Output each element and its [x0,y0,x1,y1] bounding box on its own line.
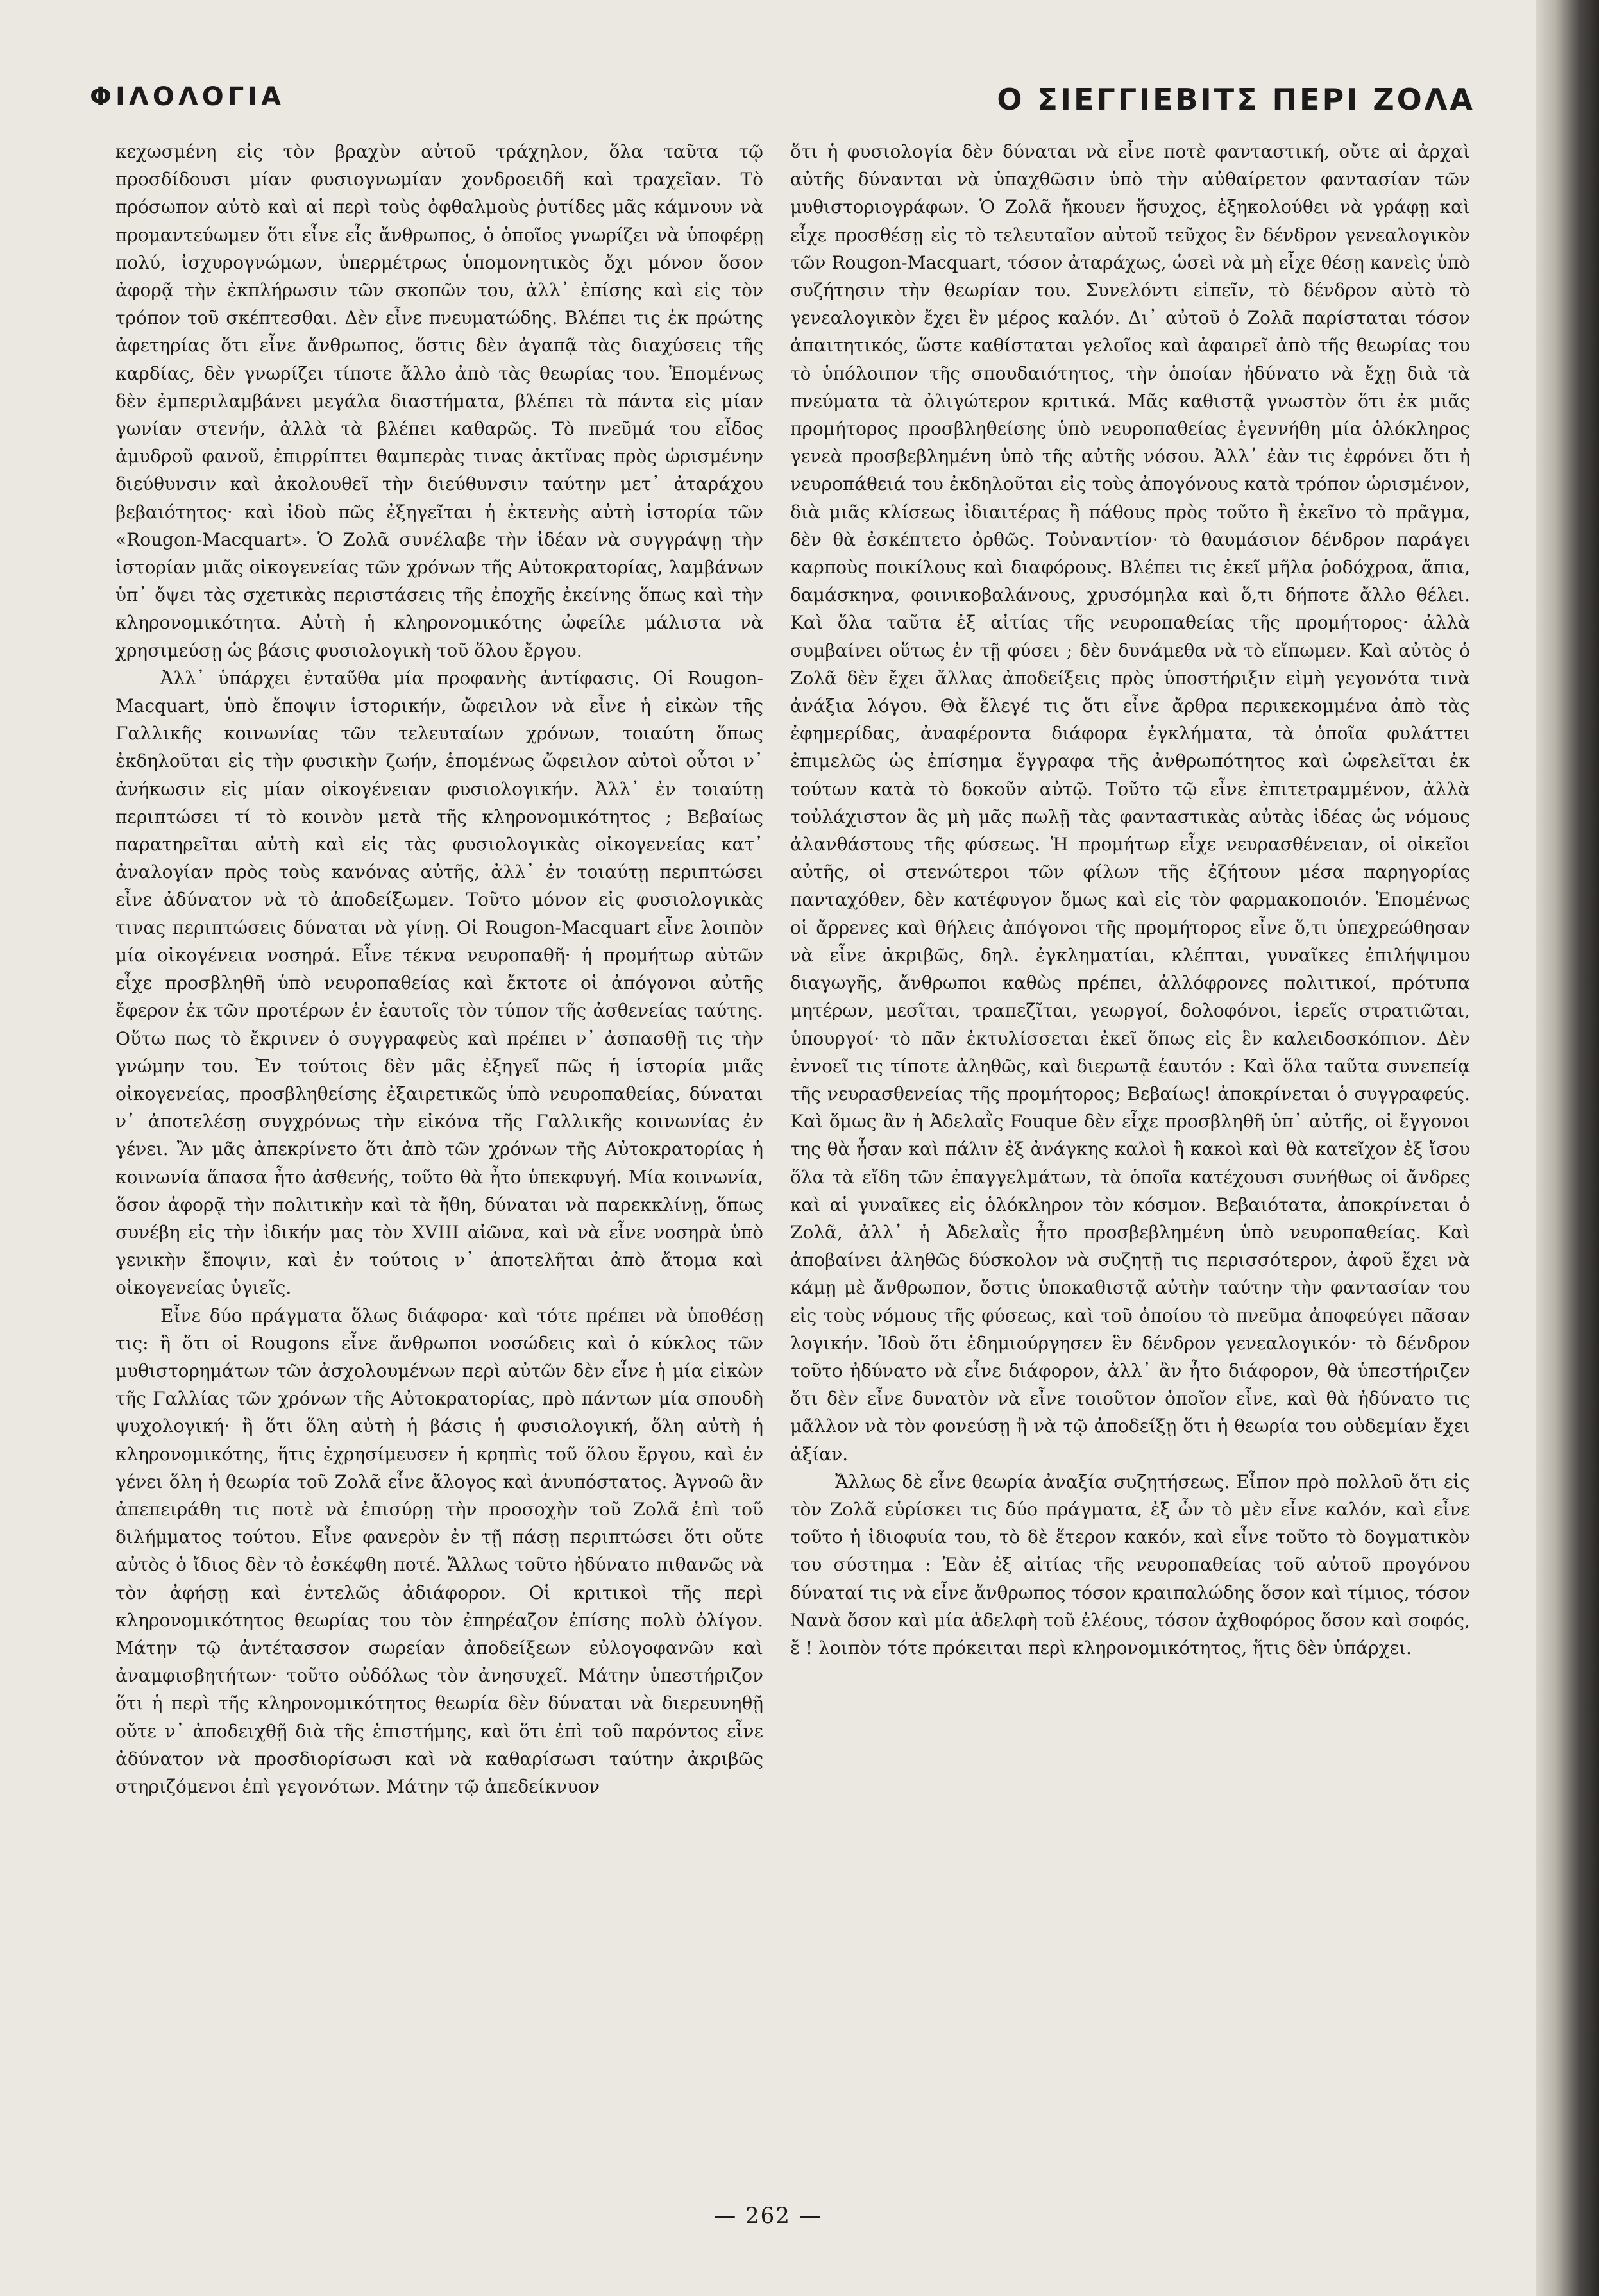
book-binding-shadow [1536,0,1599,2296]
running-header [90,82,1475,133]
paragraph: Ἀλλ᾽ ὑπάρχει ἐνταῦθα μία προφανὴς ἀντίφασις. Οἱ Rougon-Macquart, ὑπὸ ἔποψιν ἱστορικήν, ὤφειλον νὰ εἶνε ἡ εἰκὼν τῆς Γαλλικῆς κοινωνίας τῶν τελευταίων χρόνων, τοιαύτη ὅπως ἐκδηλοῦται εἰς τὴν φυσικὴν ζωήν, ἑπομένως ὤφειλον αὐτοὶ οὗτοι ν᾽ ἀνήκωσιν εἰς μίαν οἰκογένειαν φυσιολογικήν. Ἀλλ᾽ ἐν τοιαύτῃ περιπτώσει τί τὸ κοινὸν μετὰ τῆς κληρονομικότητος ; Βεβαίως παρατηρεῖται αὐτὴ καὶ εἰς τὰς φυσιολογικὰς οἰκογενείας κατ᾽ ἀναλογίαν πρὸς τοὺς κανόνας αὐτῆς, ἀλλ᾽ ἐν τοιαύτῃ περιπτώσει εἶνε ἀδύνατον νὰ τὸ ἀποδείξωμεν. Τοῦτο μόνον εἰς φυσιολογικὰς τινας περιπτώσεις δύναται νὰ γίνῃ. Οἱ Rougon-Macquart εἶνε λοιπὸν μία οἰκογένεια νοσηρά. Εἶνε τέκνα νευροπαθῆ· ἡ προμήτωρ αὐτῶν εἶχε προσβληθῆ ὑπὸ νευροπαθείας καὶ ἔκτοτε οἱ ἀπόγονοι αὐτῆς ἔφερον ἐκ τῶν προτέρων ἐν ἑαυτοῖς τὸν τύπον τῆς ἀσθενείας ταύτης. Οὕτω πως τὸ ἔκρινεν ὁ συγγραφεὺς καὶ πρέπει ν᾽ ἀσπασθῇ τις τὴν γνώμην του. Ἐν τούτοις δὲν μᾶς ἐξηγεῖ πῶς ἡ ἱστορία μιᾶς οἰκογενείας, προσβληθείσης ἐξαιρετικῶς ὑπὸ νευροπαθείας, δύναται ν᾽ ἀποτελέσῃ συγχρόνως τὴν εἰκόνα τῆς Γαλλικῆς κοινωνίας ἐν γένει. Ἂν μᾶς ἀπεκρίνετο ὅτι ἀπὸ τῶν χρόνων τῆς Αὐτοκρατορίας ἡ κοινωνία ἅπασα ἦτο ἀσθενής, τοῦτο θὰ ἦτο ὑπεκφυγή. Μία κοινωνία, ὅσον ἀφορᾷ τὴν πολιτικὴν καὶ τὰ ἤθη, δύναται νὰ παρεκκλίνῃ, ὅπως συνέβη εἰς τὴν ἰδικήν μας τὸν XVIII αἰῶνα, καὶ νὰ εἶνε νοσηρὰ ὑπὸ γενικὴν ἔποψιν, καὶ ἐν τούτοις ν᾽ ἀποτελῆται ἀπὸ ἄτομα καὶ οἰκογενείας ὑγιεῖς. [115,667,763,1299]
right-column [790,138,1470,1662]
paragraph: κεχωσμένη εἰς τὸν βραχὺν αὐτοῦ τράχηλον, ὅλα ταῦτα τῷ προσδίδουσι μίαν φυσιογνωμίαν χονδροειδῆ καὶ τραχεῖαν. Τὸ πρόσωπον αὐτὸ καὶ αἱ περὶ τοὺς ὀφθαλμοὺς ῥυτίδες μᾶς κάμνουν νὰ προμαντεύωμεν ὅτι εἶνε εἷς ἄνθρωπος, ὁ ὁποῖος γνωρίζει νὰ ὑποφέρῃ πολύ, ἰσχυρογνώμων, ὑπερμέτρως ὑπομονητικὸς ὄχι μόνον ὅσον ἀφορᾷ τὴν ἐκπλήρωσιν τῶν σκοπῶν του, ἀλλ᾽ ἐπίσης καὶ εἰς τὸν τρόπον τοῦ σκέπτεσθαι. Δὲν εἶνε πνευματώδης. Βλέπει τις ἐκ πρώτης ἀφετηρίας ὅτι εἶνε ἄνθρωπος, ὅστις δὲν ἀγαπᾷ τὰς διαχύσεις τῆς καρδίας, δὲν γνωρίζει τίποτε ἄλλο ἀπὸ τὰς θεωρίας του. Ἑπομένως δὲν ἐμπεριλαμβάνει μεγάλα διαστήματα, βλέπει τὰ πάντα εἰς μίαν γωνίαν στενήν, ἀλλὰ τὰ βλέπει καθαρῶς. Τὸ πνεῦμά του εἶδος ἀμυδροῦ φανοῦ, ἐπιρρίπτει θαμπερὰς τινας ἀκτῖνας πρὸς ὡρισμένην διεύθυνσιν καὶ ἀκολουθεῖ τὴν διεύθυνσιν ταύτην μετ᾽ ἀταράχου βεβαιότητος· καὶ ἰδοὺ πῶς ἐξηγεῖται ἡ ἐκτενὴς αὐτὴ ἱστορία τῶν «Rougon-Macquart». Ὁ Ζολᾶ συνέλαβε τὴν ἰδέαν νὰ συγγράψῃ τὴν ἱστορίαν μιᾶς οἰκογενείας τῶν χρόνων τῆς Αὐτοκρατορίας, λαμβάνων ὑπ᾽ ὄψει τὰς σχετικὰς περιστάσεις τῆς ἐποχῆς ἐκείνης ὅπως καὶ τὴν κληρονομικότητα. Αὐτὴ ἡ κληρονομικότης ὠφείλε μάλιστα νὰ χρησιμεύσῃ ὡς βάσις φυσιολογικὴ τοῦ ὅλου ἔργου. [115,141,763,661]
paragraph: Εἶνε δύο πράγματα ὅλως διάφορα· καὶ τότε πρέπει νὰ ὑποθέσῃ τις: ἢ ὅτι οἱ Rougons εἶνε ἄνθρωποι νοσώδεις καὶ ὁ κύκλος τῶν μυθιστορημάτων τῶν ἀσχολουμένων περὶ αὐτῶν δὲν εἶνε ἡ μία εἰκὼν τῆς Γαλλίας τῶν χρόνων τῆς Αὐτοκρατορίας, πρὸ πάντων μία σπουδὴ ψυχολογική· ἢ ὅτι ὅλη αὐτὴ ἡ βάσις ἡ φυσιολογική, ὅλη αὐτὴ ἡ κληρονομικότης, ἥτις ἐχρησίμευσεν ἡ κρηπὶς τοῦ ὅλου ἔργου, καὶ ἐν γένει ὅλη ἡ θεωρία τοῦ Ζολᾶ εἶνε ἄλογος καὶ ἀνυπόστατος. Ἀγνοῶ ἂν ἀπεπειράθη τις ποτὲ νὰ ἐπισύρῃ τὴν προσοχὴν τοῦ Ζολᾶ ἐπὶ τοῦ διλήμματος τούτου. Εἶνε φανερὸν ἐν τῇ πάσῃ περιπτώσει ὅτι οὔτε αὐτὸς ὁ ἴδιος δὲν τὸ ἐσκέφθη ποτέ. Ἄλλως τοῦτο ἠδύνατο πιθανῶς νὰ τὸν ἀφήσῃ καὶ ἐντελῶς ἀδιάφορον. Οἱ κριτικοὶ τῆς περὶ κληρονομικότητος θεωρίας του τὸν ἐπηρέαζον ἐπίσης πολὺ ὀλίγον. Μάτην τῷ ἀντέτασσον σωρείαν ἀποδείξεων εὐλογοφανῶν καὶ ἀναμφισβητήτων· τοῦτο οὐδόλως τὸν ἀνησυχεῖ. Μάτην ὑπεστήριζον ὅτι ἡ περὶ τῆς κληρονομικότητος θεωρία δὲν δύναται νὰ διερευνηθῇ οὔτε ν᾽ ἀποδειχθῇ διὰ τῆς ἐπιστήμης, καὶ ὅτι ἐπὶ τοῦ παρόντος εἶνε ἀδύνατον νὰ προσδιορίσωσι καὶ νὰ καθαρίσωσι ταύτην ἀκριβῶς στηριζόμενοι ἐπὶ γεγονότων. Μάτην τῷ ἀπεδείκνυον [115,1304,763,1797]
page-number: — 262 — [714,2203,822,2229]
header-article-title: Ο ΣΙΕΓΓΙΕΒΙΤΣ ΠΕΡΙ ΖΟΛΑ [997,82,1475,117]
header-section-title: ΦΙΛΟΛΟΓΙΑ [90,82,285,112]
paragraph: Ἄλλως δὲ εἶνε θεωρία ἀναξία συζητήσεως. Εἶπον πρὸ πολλοῦ ὅτι εἰς τὸν Ζολᾶ εὑρίσκει τις δύο πράγματα, ἐξ ὧν τὸ μὲν εἶνε καλόν, καὶ εἶνε τοῦτο ἡ ἰδιοφυία του, τὸ δὲ ἕτερον κακόν, καὶ εἶνε τοῦτο τὸ δογματικὸν του σύστημα : Ἐὰν ἐξ αἰτίας τῆς νευροπαθείας τοῦ αὐτοῦ προγόνου δύναταί τις νὰ εἶνε ἄνθρωπος τόσον κραιπαλώδης ὅσον καὶ τίμιος, τόσον Νανὰ ὅσον καὶ μία ἀδελφὴ τοῦ ἐλέους, τόσον ἀχθοφόρος ὅσον καὶ σοφός, ἔ ! λοιπὸν τότε πρόκειται περὶ κληρονομικότητος, ἥτις δὲν ὑπάρχει. [790,1471,1470,1659]
paragraph: ὅτι ἡ φυσιολογία δὲν δύναται νὰ εἶνε ποτὲ φανταστική, οὔτε αἱ ἀρχαὶ αὐτῆς δύνανται νὰ ὑπαχθῶσιν ὑπὸ τὴν αὐθαίρετον φαντασίαν τῶν μυθιστοριογράφων. Ὁ Ζολᾶ ἤκουεν ἥσυχος, ἐξηκολούθει νὰ γράφῃ καὶ εἶχε προσθέσῃ εἰς τὸ τελευταῖον αὐτοῦ τεῦχος ἓν δένδρον γενεαλογικὸν τῶν Rougon-Macquart, τόσον ἀταράχως, ὡσεὶ νὰ μὴ εἶχε θέσῃ κανεὶς ὑπὸ συζήτησιν τὴν θεωρίαν του. Συνελόντι εἰπεῖν, τὸ δένδρον αὐτὸ τὸ γενεαλογικὸν ἔχει ἓν μέρος καλόν. Δι᾽ αὐτοῦ ὁ Ζολᾶ παρίσταται τόσον ἀπαιτητικός, ὥστε καθίσταται γελοῖος καὶ ἀφαιρεῖ ἀπὸ τῆς θεωρίας του τὸ ὑπόλοιπον τῆς σπουδαιότητος, τὴν ὁποίαν ἠδύνατο νὰ ἔχῃ διὰ τὰ πνεύματα τὰ ὀλιγώτερον κριτικά. Μᾶς καθιστᾷ γνωστὸν ὅτι ἐκ μιᾶς προμήτορος προσβληθείσης ὑπὸ νευροπαθείας ἐγεννήθη μία ὁλόκληρος γενεὰ προσβεβλημένη ὑπὸ τῆς αὐτῆς νόσου. Ἀλλ᾽ ἐὰν τις ἐφρόνει ὅτι ἡ νευροπάθειά του ἐκδηλοῦται εἰς τοὺς ἀπογόνους κατὰ τρόπον ὡρισμένον, διὰ μιᾶς κλίσεως ἰδιαιτέρας ἢ πάθους πρὸς τοῦτο ἢ ἐκεῖνο τὸ πρᾶγμα, δὲν θὰ ἐσκέπτετο ὀρθῶς. Τοὐναντίον· τὸ θαυμάσιον δένδρον παράγει καρποὺς ποικίλους καὶ διαφόρους. Βλέπει τις ἐκεῖ μῆλα ῥοδόχροα, ἄπια, δαμάσκηνα, φοινικοβαλάνους, χρυσόμηλα καὶ ὅ,τι δήποτε ἄλλο θέλει. Καὶ ὅλα ταῦτα ἐξ αἰτίας τῆς νευροπαθείας τῆς προμήτορος· ἀλλὰ συμβαίνει οὕτως ἐν τῇ φύσει ; δὲν δυνάμεθα νὰ τὸ εἴπωμεν. Καὶ αὐτὸς ὁ Ζολᾶ δὲν ἔχει ἄλλας ἀποδείξεις πρὸς ὑποστήριξιν εἰμὴ γεγονότα τινὰ ἀνάξια λόγου. Θὰ ἔλεγέ τις ὅτι εἶνε ἄρθρα περικεκομμένα ἀπὸ τὰς ἐφημερίδας, ἀναφέροντα διάφορα ἐγκλήματα, τὰ ὁποῖα φυλάττει ἐπιμελῶς ὡς ἐπίσημα ἔγγραφα τῆς ἀνθρωπότητος καὶ ὠφελεῖται ἐκ τούτων κατὰ τὸ δοκοῦν αὐτῷ. Τοῦτο τῷ εἶνε ἐπιτετραμμένον, ἀλλὰ τοὐλάχιστον ἃς μὴ μᾶς πωλῇ τὰς φανταστικὰς αὐτὰς ἰδέας ὡς νόμους ἀλανθάστους τῆς φύσεως. Ἡ προμήτωρ εἶχε νευρασθένειαν, οἱ οἰκεῖοι αὐτῆς, οἱ στενώτεροι τῶν φίλων τῆς ἐζήτουν μέσα παρηγορίας πανταχόθεν, δὲν κατέφυγον ὅμως καὶ εἰς τὸν φαρμακοποιόν. Ἑπομένως οἱ ἄρρενες καὶ θήλεις ἀπόγονοι τῆς προμήτορος εἶνε ὅ,τι ὑπεχρεώθησαν νὰ εἶνε ἀκριβῶς, δηλ. ἐγκληματίαι, κλέπται, γυναῖκες ἐπιλήψιμου διαγωγῆς, ἄνθρωποι καθὼς πρέπει, ἀλλόφρονες πολιτικοί, πρότυπα μητέρων, μεσῖται, τραπεζῖται, γεωργοί, δολοφόνοι, ἱερεῖς στρατιῶται, ὑπουργοί· τὸ πᾶν ἐκτυλίσσεται ἐκεῖ ὅπως εἰς ἓν καλειδοσκόπιον. Δὲν ἐννοεῖ τις τίποτε ἀληθῶς, καὶ διερωτᾷ ἑαυτόν : Καὶ ὅλα ταῦτα συνεπείᾳ τῆς νευρασθενείας τῆς προμήτορος; Βεβαίως! ἀποκρίνεται ὁ συγγραφεύς. Καὶ ὅμως ἂν ἡ Ἀδελαῒς Fouque δὲν εἶχε προσβληθῆ ὑπ᾽ αὐτῆς, οἱ ἔγγονοι της θὰ ἦσαν καὶ πάλιν ἐξ ἀνάγκης καλοὶ ἢ κακοὶ καὶ θὰ κατεῖχον ἐξ ἴσου ὅλα τὰ εἴδη τῶν ἐπαγγελμάτων, τὰ ὁποῖα κατέχουσι συνήθως οἱ ἄνδρες καὶ αἱ γυναῖκες εἰς ὁλόκληρον τὸν κόσμον. Βεβαιότατα, ἀποκρίνεται ὁ Ζολᾶ, ἀλλ᾽ ἡ Ἀδελαῒς ἦτο προσβεβλημένη ὑπὸ νευροπαθείας. Καὶ ἀποβαίνει ἀληθῶς δύσκολον νὰ συζητῇ τις περισσότερον, ἀφοῦ ἔχει νὰ κάμῃ μὲ ἄνθρωπον, ὅστις ὑποκαθιστᾷ αὐτὴν ταύτην τὴν φαντασίαν του εἰς τοὺς νόμους τῆς φύσεως, καὶ τοῦ ὁποίου τὸ πνεῦμα ἀποφεύγει πᾶσαν λογικήν. Ἰδοὺ ὅτι ἐδημιούργησεν ἓν δένδρον γενεαλογικόν· τὸ δένδρον τοῦτο ἠδύνατο νὰ εἶνε διάφορον, ἀλλ᾽ ἂν ἦτο διάφορον, θὰ ὑπεστήριζεν ὅτι δὲν εἶνε δυνατὸν νὰ εἶνε τοιοῦτον ὁποῖον εἶνε, καὶ θὰ ἠδύνατο τις μᾶλλον νὰ τὸν φονεύσῃ ἢ νὰ τῷ ἀποδείξῃ ὅτι ἡ θεωρία του οὐδεμίαν ἔχει ἀξίαν. [790,141,1470,1465]
left-column [115,138,763,1800]
